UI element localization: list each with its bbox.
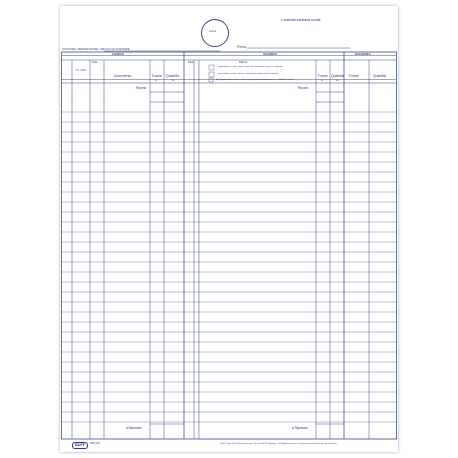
register-sheet [60, 6, 398, 452]
col-quantity-scarico: Quantità [331, 74, 344, 78]
col-form: Forme [152, 74, 162, 78]
signature-label: Firma [237, 45, 247, 49]
col-document: Documento [114, 74, 132, 78]
substance-label: SOSTANZA / PREPARAZIONE / VEICOLO DI SOSTANZE [62, 48, 130, 51]
brand-logo: BUFF [72, 442, 88, 449]
col-form-scarico: Forme [318, 74, 328, 78]
carry-forward-bottom-scarico: a Riportare [292, 426, 308, 430]
seal-label: timbro [209, 30, 217, 33]
col-date: Data [92, 61, 98, 64]
col-reference: Riferim. [239, 61, 248, 64]
form-code: RRF 0/5 [90, 442, 100, 445]
carico-header: CARICO [112, 51, 124, 56]
col-quantity: Quantità [166, 74, 179, 78]
scarico-note-3: AB (programma, ricetta e data di consegna/somministrazione, ospedale, medico) [216, 79, 295, 81]
col-form-giacenza: Forme [349, 74, 359, 78]
carry-forward-top: Riporto [136, 86, 147, 90]
scarico-header: SCARICO [263, 51, 277, 56]
col-date-scarico: Data [188, 61, 194, 64]
col-n-visit: N. Visit [76, 68, 86, 72]
giacenza-header: GIACENZA [355, 51, 371, 56]
footer-legend: (1) N° / Data (2) Ditta/Denominazione (3) Quantità (4) Tipologia... (5) Registrare anche il carico/scarico giornaliero per via telematica [220, 443, 337, 445]
col-quantity-giacenza: Quantità [373, 74, 386, 78]
unit-n-scarico: N [321, 80, 323, 82]
carry-forward-top-scarico: Riporto [298, 86, 309, 90]
scarico-note-1: programma, ricetta e data, farmacista (farmacie), nome e cognome [218, 66, 283, 68]
carry-forward-bottom: a Riportare [126, 426, 142, 430]
unit-m-scarico: M [336, 80, 338, 82]
scarico-note-2: programma, ricetta e data di somministrazione (da farmacista) [218, 73, 279, 75]
unit-n: N [155, 80, 157, 82]
unit-m: M [172, 80, 174, 82]
authority-label: L'autorità sanitaria locale [281, 18, 321, 22]
